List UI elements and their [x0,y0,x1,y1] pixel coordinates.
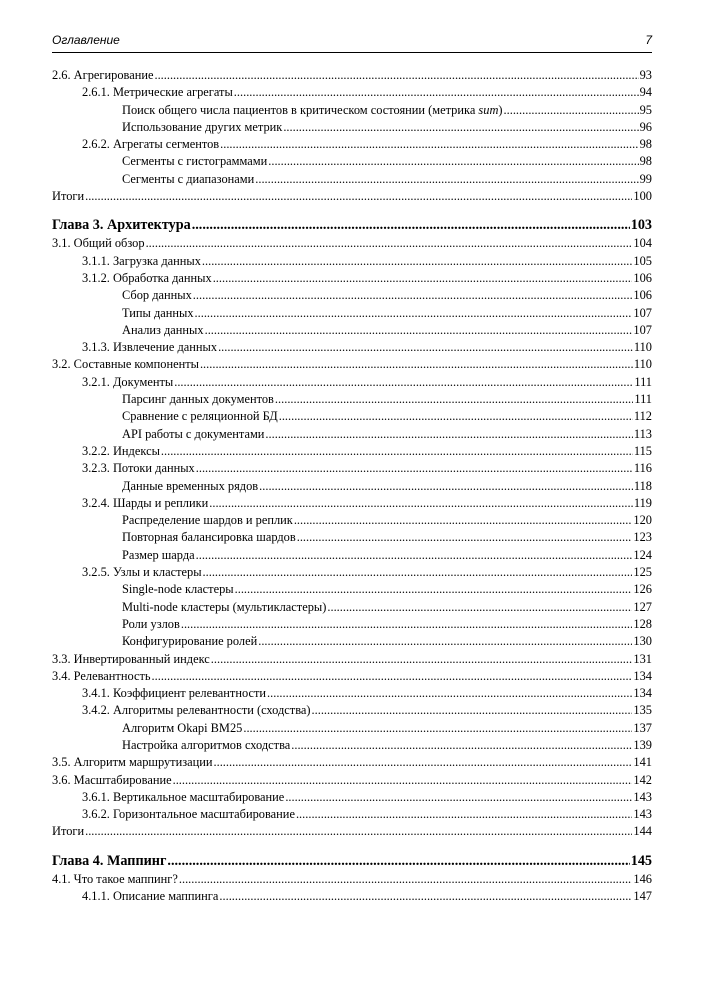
toc-subsubsection-entry[interactable] [52,426,652,443]
dot-leader [154,67,638,84]
toc-entry-page: 104 [633,236,652,251]
toc-section-entry[interactable] [52,67,652,84]
toc-subsubsection-entry[interactable] [52,512,652,529]
toc-entry-page: 96 [639,119,652,134]
toc-entry-page: 135 [633,703,652,718]
toc-subsection-entry[interactable] [52,374,652,391]
toc-entry-title: Сравнение с реляционной БД [122,409,278,424]
toc-subsubsection-entry[interactable] [52,547,652,564]
toc-entry-page: 106 [633,270,652,285]
toc-entry-title: Данные временных рядов [122,478,259,493]
toc-section-entry[interactable] [52,823,652,840]
toc-entry-title: 3.1. Общий обзор [52,236,145,251]
dot-leader [294,512,633,529]
toc-entry-page: 118 [633,478,652,493]
dot-leader [205,322,633,339]
dot-leader [259,478,633,495]
toc-chapter-entry[interactable] [52,851,652,871]
dot-leader [297,529,633,546]
dot-leader [504,102,639,119]
toc-entry-title: Глава 4. Маппинг [52,852,167,869]
dot-leader [234,84,639,101]
dot-leader [85,188,632,205]
toc-subsection-entry[interactable] [52,564,652,581]
toc-entry-page: 144 [633,824,652,839]
toc-entry-page: 125 [633,565,652,580]
toc-subsection-entry[interactable] [52,253,652,270]
dot-leader [192,215,630,235]
toc-entry-page: 110 [633,357,652,372]
toc-entry-page: 99 [639,171,652,186]
toc-entry-title: 3.4.1. Коэффициент релевантности [82,686,267,701]
toc-entry-title: Настройка алгоритмов сходства [122,737,291,752]
dot-leader [195,305,633,322]
dot-leader [243,720,632,737]
toc-entry-title: 2.6.2. Агрегаты сегментов [82,137,220,152]
toc-entry-page: 128 [633,616,652,631]
toc-entry-title: Глава 3. Архитектура [52,217,191,234]
dot-leader [196,460,633,477]
toc-entry-page: 95 [639,102,652,117]
toc-entry-title: 3.5. Алгоритм маршрутизации [52,755,213,770]
toc-entry-page: 107 [633,322,652,337]
toc-entry-title: 3.4. Релевантность [52,668,151,683]
toc-subsubsection-entry[interactable] [52,633,652,650]
toc-subsubsection-entry[interactable] [52,102,652,119]
table-of-contents [52,67,652,905]
dot-leader [167,851,629,871]
toc-entry-page: 142 [633,772,652,787]
toc-section-entry[interactable] [52,668,652,685]
toc-entry-title: API работы с документами [122,426,265,441]
dot-leader [265,426,632,443]
toc-subsection-entry[interactable] [52,136,652,153]
toc-section-entry[interactable] [52,871,652,888]
dot-leader [258,633,632,650]
chapter-spacer [52,205,652,215]
toc-entry-title: Повторная балансировка шардов [122,530,296,545]
toc-section-entry[interactable] [52,356,652,373]
dot-leader [327,599,632,616]
toc-entry-page: 107 [633,305,652,320]
dot-leader [174,374,633,391]
dot-leader [200,356,633,373]
toc-entry-title: Использование других метрик [122,119,283,134]
toc-entry-page: 98 [639,137,652,152]
dot-leader [179,871,633,888]
toc-entry-title: Сегменты с гистограммами [122,154,268,169]
toc-subsection-entry[interactable] [52,84,652,101]
dot-leader [285,789,632,806]
toc-entry-page: 139 [633,737,652,752]
toc-section-entry[interactable] [52,235,652,252]
toc-entry-title: 3.2.5. Узлы и кластеры [82,565,202,580]
toc-entry-page: 134 [633,668,652,683]
dot-leader [161,443,633,460]
dot-leader [211,651,633,668]
toc-subsection-entry[interactable] [52,460,652,477]
toc-entry-title: 3.3. Инвертированный индекс [52,651,210,666]
toc-entry-title: 3.6.2. Горизонтальное масштабирование [82,807,295,822]
toc-entry-title: 2.6.1. Метрические агрегаты [82,85,233,100]
toc-entry-title: Анализ данных [122,322,204,337]
dot-leader [268,153,638,170]
toc-entry-page: 94 [639,85,652,100]
toc-entry-page: 145 [630,852,652,869]
toc-entry-title: 3.2.3. Потоки данных [82,461,195,476]
toc-subsubsection-entry[interactable] [52,119,652,136]
toc-entry-page: 123 [633,530,652,545]
toc-entry-title: Сегменты с диапазонами [122,171,255,186]
toc-entry-page: 143 [633,789,652,804]
toc-subsection-entry[interactable] [52,789,652,806]
toc-entry-title: 3.2.1. Документы [82,374,174,389]
chapter-spacer [52,841,652,851]
toc-entry-page: 110 [633,340,652,355]
toc-subsection-entry[interactable] [52,806,652,823]
toc-entry-page: 120 [633,513,652,528]
toc-entry-title: Распределение шардов и реплик [122,513,293,528]
toc-entry-page: 134 [633,686,652,701]
book-page [52,0,652,1000]
toc-subsection-entry[interactable] [52,443,652,460]
dot-leader [296,806,632,823]
toc-entry-page: 130 [633,634,652,649]
dot-leader [283,119,638,136]
toc-entry-title: 3.4.2. Алгоритмы релевантности (сходства) [82,703,311,718]
toc-subsubsection-entry[interactable] [52,737,652,754]
toc-entry-title: 3.6.1. Вертикальное масштабирование [82,789,285,804]
toc-section-entry[interactable] [52,772,652,789]
toc-entry-page: 106 [633,288,652,303]
toc-entry-page: 113 [633,426,652,441]
toc-subsection-entry[interactable] [52,339,652,356]
header-section-title: Оглавление [52,33,120,47]
toc-entry-title: 2.6. Агрегирование [52,68,154,82]
toc-entry-title: Итоги [52,824,85,839]
toc-entry-title: 4.1.1. Описание маппинга [82,889,219,904]
toc-subsubsection-entry[interactable] [52,153,652,170]
toc-entry-page: 127 [633,599,652,614]
toc-subsubsection-entry[interactable] [52,581,652,598]
dot-leader [202,253,633,270]
toc-entry-title: 3.6. Масштабирование [52,772,172,787]
toc-entry-title: Роли узлов [122,616,180,631]
toc-entry-page: 131 [633,651,652,666]
dot-leader [213,270,633,287]
toc-subsection-entry[interactable] [52,685,652,702]
toc-section-entry[interactable] [52,754,652,771]
dot-leader [275,391,633,408]
toc-entry-title: 3.1.3. Извлечение данных [82,340,218,355]
toc-subsubsection-entry[interactable] [52,408,652,425]
toc-entry-title: Парсинг данных документов [122,392,274,407]
toc-section-entry[interactable] [52,651,652,668]
toc-entry-page: 111 [634,392,652,407]
toc-entry-page: 100 [633,189,652,204]
header-page-number: 7 [645,33,652,47]
dot-leader [235,581,633,598]
dot-leader [219,888,632,905]
toc-entry-page: 93 [639,68,652,82]
dot-leader [196,547,633,564]
toc-subsubsection-entry[interactable] [52,171,652,188]
toc-entry-title: Конфигурирование ролей [122,634,258,649]
dot-leader [209,495,633,512]
toc-subsection-entry[interactable] [52,495,652,512]
dot-leader [203,564,633,581]
dot-leader [267,685,632,702]
toc-entry-title: Multi-node кластеры (мультикластеры) [122,599,327,614]
dot-leader [255,171,638,188]
toc-subsubsection-entry[interactable] [52,305,652,322]
toc-subsubsection-entry[interactable] [52,599,652,616]
toc-subsubsection-entry[interactable] [52,616,652,633]
dot-leader [279,408,633,425]
toc-chapter-entry[interactable] [52,215,652,235]
dot-leader [181,616,633,633]
toc-entry-page: 124 [633,547,652,562]
toc-entry-page: 116 [633,461,652,476]
dot-leader [220,136,638,153]
toc-entry-page: 112 [633,409,652,424]
toc-entry-page: 103 [630,217,652,234]
dot-leader [85,823,632,840]
toc-entry-page: 98 [639,154,652,169]
dot-leader [193,287,633,304]
toc-subsection-entry[interactable] [52,270,652,287]
toc-entry-title: 3.2.4. Шарды и реплики [82,495,209,510]
dot-leader [218,339,633,356]
toc-entry-title: 3.2. Составные компоненты [52,357,199,372]
toc-entry-title: Алгоритм Okapi BM25 [122,720,243,735]
toc-entry-title: Итоги [52,189,85,204]
toc-entry-title: Типы данных [122,305,194,320]
toc-entry-page: 115 [633,443,652,458]
toc-entry-page: 146 [633,871,652,886]
toc-entry-title: 3.1.1. Загрузка данных [82,253,201,268]
toc-entry-page: 137 [633,720,652,735]
toc-subsubsection-entry[interactable] [52,287,652,304]
toc-subsubsection-entry[interactable] [52,720,652,737]
toc-entry-title: 3.1.2. Обработка данных [82,270,212,285]
toc-entry-page: 111 [634,374,652,389]
toc-subsubsection-entry[interactable] [52,478,652,495]
toc-entry-title: Сбор данных [122,288,192,303]
toc-entry-page: 126 [633,582,652,597]
dot-leader [173,772,633,789]
dot-leader [146,235,633,252]
toc-subsubsection-entry[interactable] [52,391,652,408]
toc-subsubsection-entry[interactable] [52,529,652,546]
toc-entry-title: 4.1. Что такое маппинг? [52,871,178,886]
dot-leader [312,702,633,719]
toc-entry-page: 105 [633,253,652,268]
toc-entry-page: 147 [633,889,652,904]
toc-entry-title: 3.2.2. Индексы [82,443,160,458]
running-header [52,32,652,53]
toc-entry-title: Размер шарда [122,547,195,562]
dot-leader [291,737,632,754]
toc-entry-page: 141 [633,755,652,770]
toc-subsection-entry[interactable] [52,888,652,905]
toc-entry-title: Поиск общего числа пациентов в критическом состоянии (метрика sum) [122,102,503,117]
toc-entry-page: 143 [633,807,652,822]
dot-leader [152,668,633,685]
toc-section-entry[interactable] [52,188,652,205]
dot-leader [214,754,633,771]
toc-entry-title: Single-node кластеры [122,582,234,597]
toc-subsubsection-entry[interactable] [52,322,652,339]
toc-subsection-entry[interactable] [52,702,652,719]
toc-entry-page: 119 [633,495,652,510]
